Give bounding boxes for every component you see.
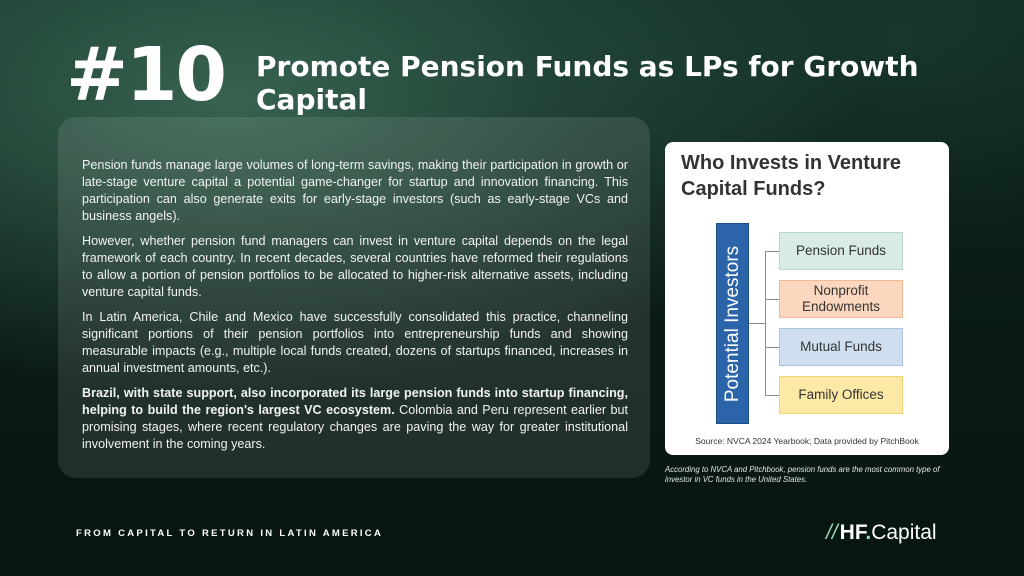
slide-number: #10 bbox=[66, 32, 225, 118]
connector-stem bbox=[749, 323, 765, 324]
investor-diagram-card bbox=[665, 142, 949, 455]
investor-node-1: Pension Funds bbox=[779, 232, 903, 270]
investor-node-2: Nonprofit Endowments bbox=[779, 280, 903, 318]
investor-node-4: Family Offices bbox=[779, 376, 903, 414]
paragraph-4-highlight: Brazil, with state support, also incorporated its large pension funds into startup financing, helping to build the region's largest VC ecosystem. bbox=[82, 386, 628, 417]
connector-branch-3 bbox=[765, 347, 779, 348]
connector-trunk bbox=[765, 251, 766, 395]
connector-branch-2 bbox=[765, 299, 779, 300]
paragraph-4-rest: Colombia and Peru represent earlier but promising stages, where recent regulatory changes are paving the way for greater institutional involvement in the coming years. bbox=[82, 403, 628, 451]
investor-node-3: Mutual Funds bbox=[779, 328, 903, 366]
hf-capital-logo bbox=[826, 521, 937, 545]
connector-branch-4 bbox=[765, 395, 779, 396]
paragraph-1: Pension funds manage large volumes of long-term savings, making their participation in growth or late-stage venture capital a potential game-changer for startup and innovation financing. This participation can also generate exits for early-stage investors (such as early-stage VCs and business angels). bbox=[82, 158, 628, 223]
paragraph-4 bbox=[82, 385, 628, 453]
figure-caption: According to NVCA and Pitchbook, pension funds are the most common type of investor in VC funds in the United States. bbox=[665, 465, 940, 484]
logo-capital: Capital bbox=[871, 521, 937, 544]
paragraph-2: However, whether pension fund managers can invest in venture capital depends on the legal framework of each country. In recent decades, several countries have reformed their regulations to allow a portion of pension portfolios to be allocated to higher-risk alternative assets, including venture capital funds. bbox=[82, 234, 628, 299]
diagram-title: Who Invests in Venture Capital Funds? bbox=[681, 152, 902, 200]
logo-slash: // bbox=[826, 521, 838, 544]
text-panel bbox=[58, 117, 650, 478]
logo-dot: . bbox=[865, 521, 872, 544]
footer-tagline: FROM CAPITAL TO RETURN IN LATIN AMERICA bbox=[76, 528, 384, 539]
diagram-source: Source: NVCA 2024 Yearbook; Data provided by PitchBook bbox=[695, 436, 919, 446]
slide-title: Promote Pension Funds as LPs for Growth Capital bbox=[256, 50, 919, 116]
logo-hf: HF bbox=[839, 521, 866, 544]
connector-branch-1 bbox=[765, 251, 779, 252]
paragraph-3: In Latin America, Chile and Mexico have successfully consolidated this practice, channeling significant portions of their pension portfolios into entrepreneurship funds and showing measurable impacts (e.g., multiple local funds created, dozens of startups financed, increases in annual investment amounts, etc.). bbox=[82, 310, 628, 375]
root-node-label: Potential Investors bbox=[721, 245, 743, 402]
root-node bbox=[716, 223, 749, 424]
